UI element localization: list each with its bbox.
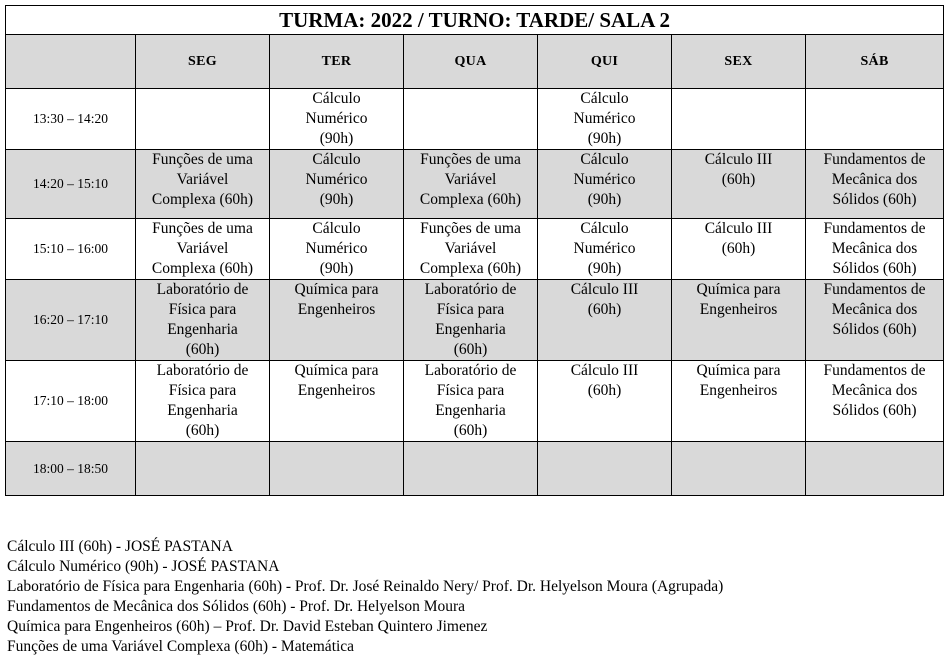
class-cell: Laboratório de Física para Engenharia (60h)	[404, 280, 538, 361]
class-cell: Cálculo III (60h)	[538, 280, 672, 361]
table-row	[6, 150, 944, 219]
class-cell: Cálculo Numérico (90h)	[270, 89, 404, 150]
class-cell: Química para Engenheiros	[270, 361, 404, 442]
class-cell	[404, 442, 538, 496]
class-cell	[806, 89, 944, 150]
schedule-title: TURMA: 2022 / TURNO: TARDE/ SALA 2	[6, 6, 944, 35]
table-row	[6, 361, 944, 442]
class-cell: Laboratório de Física para Engenharia (60h)	[136, 280, 270, 361]
class-cell: Cálculo III (60h)	[672, 150, 806, 219]
class-cell: Química para Engenheiros	[270, 280, 404, 361]
day-header: QUA	[404, 35, 538, 89]
time-slot: 16:20 – 17:10	[6, 280, 136, 361]
legend-item: Cálculo Numérico (90h) - JOSÉ PASTANA	[7, 558, 280, 575]
legend-item: Química para Engenheiros (60h) – Prof. Dr. David Esteban Quintero Jimenez	[7, 618, 488, 635]
class-cell	[404, 89, 538, 150]
table-row	[6, 442, 944, 496]
class-cell	[672, 442, 806, 496]
class-cell: Fundamentos de Mecânica dos Sólidos (60h)	[806, 219, 944, 280]
class-cell: Química para Engenheiros	[672, 361, 806, 442]
class-cell: Cálculo III (60h)	[672, 219, 806, 280]
class-cell: Laboratório de Física para Engenharia (60h)	[136, 361, 270, 442]
header-row	[6, 35, 944, 89]
class-cell	[806, 442, 944, 496]
class-cell	[136, 442, 270, 496]
class-cell	[136, 89, 270, 150]
legend-item: Fundamentos de Mecânica dos Sólidos (60h) - Prof. Dr. Helyelson Moura	[7, 598, 466, 615]
class-cell	[672, 89, 806, 150]
class-cell: Fundamentos de Mecânica dos Sólidos (60h)	[806, 361, 944, 442]
time-slot: 15:10 – 16:00	[6, 219, 136, 280]
schedule-table	[5, 5, 944, 496]
day-header: TER	[270, 35, 404, 89]
class-cell	[538, 442, 672, 496]
legend-item: Funções de uma Variável Complexa (60h) - Matemática	[7, 638, 355, 655]
class-cell: Cálculo Numérico (90h)	[270, 219, 404, 280]
table-row	[6, 89, 944, 150]
class-cell: Química para Engenheiros	[672, 280, 806, 361]
class-cell: Cálculo III (60h)	[538, 361, 672, 442]
class-cell: Funções de uma Variável Complexa (60h)	[404, 150, 538, 219]
class-cell: Funções de uma Variável Complexa (60h)	[136, 219, 270, 280]
class-cell: Fundamentos de Mecânica dos Sólidos (60h)	[806, 150, 944, 219]
table-row	[6, 219, 944, 280]
header-corner	[6, 35, 136, 89]
time-slot: 13:30 – 14:20	[6, 89, 136, 150]
day-header: QUI	[538, 35, 672, 89]
class-cell: Cálculo Numérico (90h)	[538, 150, 672, 219]
table-row	[6, 280, 944, 361]
class-cell: Funções de uma Variável Complexa (60h)	[404, 219, 538, 280]
day-header: SEX	[672, 35, 806, 89]
legend-item: Laboratório de Física para Engenharia (60h) - Prof. Dr. José Reinaldo Nery/ Prof. Dr. Helyelson Moura (Agrupada)	[7, 578, 724, 595]
class-cell: Fundamentos de Mecânica dos Sólidos (60h)	[806, 280, 944, 361]
class-cell: Funções de uma Variável Complexa (60h)	[136, 150, 270, 219]
time-slot: 14:20 – 15:10	[6, 150, 136, 219]
teacher-legend	[7, 537, 723, 657]
class-cell: Cálculo Numérico (90h)	[270, 150, 404, 219]
class-cell	[270, 442, 404, 496]
day-header: SÁB	[806, 35, 944, 89]
legend-item: Cálculo III (60h) - JOSÉ PASTANA	[7, 538, 233, 555]
time-slot: 17:10 – 18:00	[6, 361, 136, 442]
class-cell: Laboratório de Física para Engenharia (60h)	[404, 361, 538, 442]
day-header: SEG	[136, 35, 270, 89]
time-slot: 18:00 – 18:50	[6, 442, 136, 496]
class-cell: Cálculo Numérico (90h)	[538, 89, 672, 150]
class-cell: Cálculo Numérico (90h)	[538, 219, 672, 280]
